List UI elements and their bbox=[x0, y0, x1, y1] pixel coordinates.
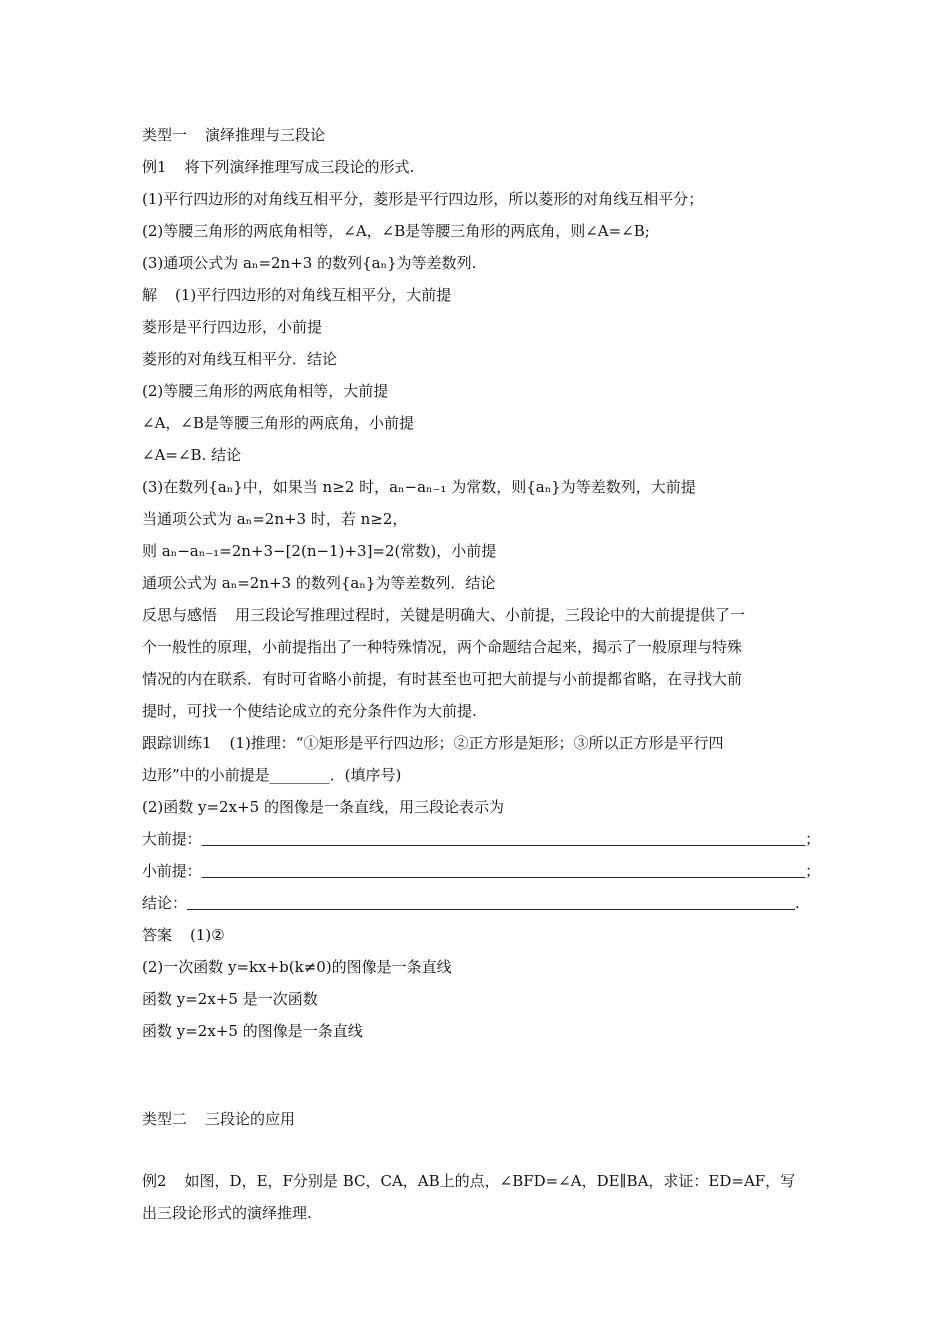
example1-q1: (1)平行四边形的对角线互相平分，菱形是平行四边形，所以菱形的对角线互相平分； bbox=[142, 190, 704, 208]
major-premise-label: 大前提： bbox=[142, 830, 202, 848]
answer-text: (1)② bbox=[190, 926, 225, 944]
section2-heading bbox=[142, 1109, 295, 1129]
reflection-line2: 个一般性的原理，小前提指出了一种特殊情况，两个命题结合起来，揭示了一般原理与特殊 bbox=[142, 638, 743, 656]
example-text: 将下列演绎推理写成三段论的形式. bbox=[184, 158, 415, 176]
solution1-line3: 菱形的对角线互相平分．结论 bbox=[142, 350, 338, 368]
training1-line2: 边形”中的小前提是________．(填序号) bbox=[142, 766, 402, 784]
training-text: (1)推理：“①矩形是平行四边形；②正方形是矩形；③所以正方形是平行四 bbox=[229, 734, 724, 752]
answer1-line4: 函数 y=2x+5 的图像是一条直线 bbox=[142, 1022, 363, 1040]
solution1-line8: 当通项公式为 aₙ=2n+3 时，若 n≥2， bbox=[142, 510, 408, 528]
answer-label: 答案 bbox=[142, 926, 173, 944]
solution1-line7: (3)在数列{aₙ}中，如果当 n≥2 时，aₙ−aₙ₋₁ 为常数，则{aₙ}为等差数列，大前提 bbox=[142, 478, 696, 496]
example-text: 如图，D，E，F分别是 BC，CA，AB上的点，∠BFD=∠A，DE∥BA，求证：ED=AF，写 bbox=[184, 1172, 796, 1190]
major-premise-semicolon: ； bbox=[805, 830, 821, 848]
solution1-line5: ∠A，∠B是等腰三角形的两底角，小前提 bbox=[142, 414, 414, 432]
section1-heading bbox=[142, 125, 325, 145]
example1-prompt bbox=[142, 157, 414, 177]
reflection-label: 反思与感悟 bbox=[142, 606, 218, 624]
conclusion-period: . bbox=[795, 894, 800, 912]
solution1-line4: (2)等腰三角形的两底角相等，大前提 bbox=[142, 382, 389, 400]
minor-premise-semicolon: ； bbox=[805, 862, 821, 880]
section-title: 三段论的应用 bbox=[205, 1110, 296, 1128]
minor-premise-row bbox=[142, 861, 820, 881]
conclusion-blank[interactable] bbox=[187, 895, 795, 910]
solution1-line1 bbox=[142, 285, 451, 305]
example-label: 例1 bbox=[142, 158, 167, 176]
example2-line1 bbox=[142, 1171, 795, 1191]
section-label: 类型二 bbox=[142, 1110, 188, 1128]
training1-line3: (2)函数 y=2x+5 的图像是一条直线，用三段论表示为 bbox=[142, 798, 504, 816]
answer1-line1 bbox=[142, 925, 225, 945]
reflection-line4: 提时，可找一个使结论成立的充分条件作为大前提. bbox=[142, 702, 477, 720]
training1-line1 bbox=[142, 733, 723, 753]
reflection-line3: 情况的内在联系．有时可省略小前提，有时甚至也可把大前提与小前提都省略，在寻找大前 bbox=[142, 670, 743, 688]
section-title: 演绎推理与三段论 bbox=[205, 126, 326, 144]
solution1-line10: 通项公式为 aₙ=2n+3 的数列{aₙ}为等差数列．结论 bbox=[142, 574, 496, 592]
conclusion-label: 结论： bbox=[142, 894, 188, 912]
reflection-line1 bbox=[142, 605, 745, 625]
solution1-line6: ∠A=∠B. 结论 bbox=[142, 446, 242, 464]
training-label: 跟踪训练1 bbox=[142, 734, 212, 752]
example-label: 例2 bbox=[142, 1172, 167, 1190]
example2-line2: 出三段论形式的演绎推理. bbox=[142, 1204, 312, 1222]
solution1-line2: 菱形是平行四边形，小前提 bbox=[142, 318, 323, 336]
example1-q2: (2)等腰三角形的两底角相等，∠A，∠B是等腰三角形的两底角，则∠A=∠B; bbox=[142, 222, 650, 240]
example1-q3: (3)通项公式为 aₙ=2n+3 的数列{aₙ}为等差数列. bbox=[142, 254, 477, 272]
section-label: 类型一 bbox=[142, 126, 188, 144]
conclusion-row bbox=[142, 893, 800, 913]
solution1-line9: 则 aₙ−aₙ₋₁=2n+3−[2(n−1)+3]=2(常数)，小前提 bbox=[142, 542, 497, 560]
solution-label: 解 bbox=[142, 286, 158, 304]
minor-premise-blank[interactable] bbox=[202, 863, 806, 878]
major-premise-blank[interactable] bbox=[202, 831, 806, 846]
major-premise-row bbox=[142, 829, 820, 849]
solution-text: (1)平行四边形的对角线互相平分，大前提 bbox=[175, 286, 452, 304]
answer1-line3: 函数 y=2x+5 是一次函数 bbox=[142, 990, 318, 1008]
answer1-line2: (2)一次函数 y=kx+b(k≠0)的图像是一条直线 bbox=[142, 958, 452, 976]
minor-premise-label: 小前提： bbox=[142, 862, 202, 880]
reflection-text: 用三段论写推理过程时，关键是明确大、小前提，三段论中的大前提提供了一 bbox=[235, 606, 746, 624]
